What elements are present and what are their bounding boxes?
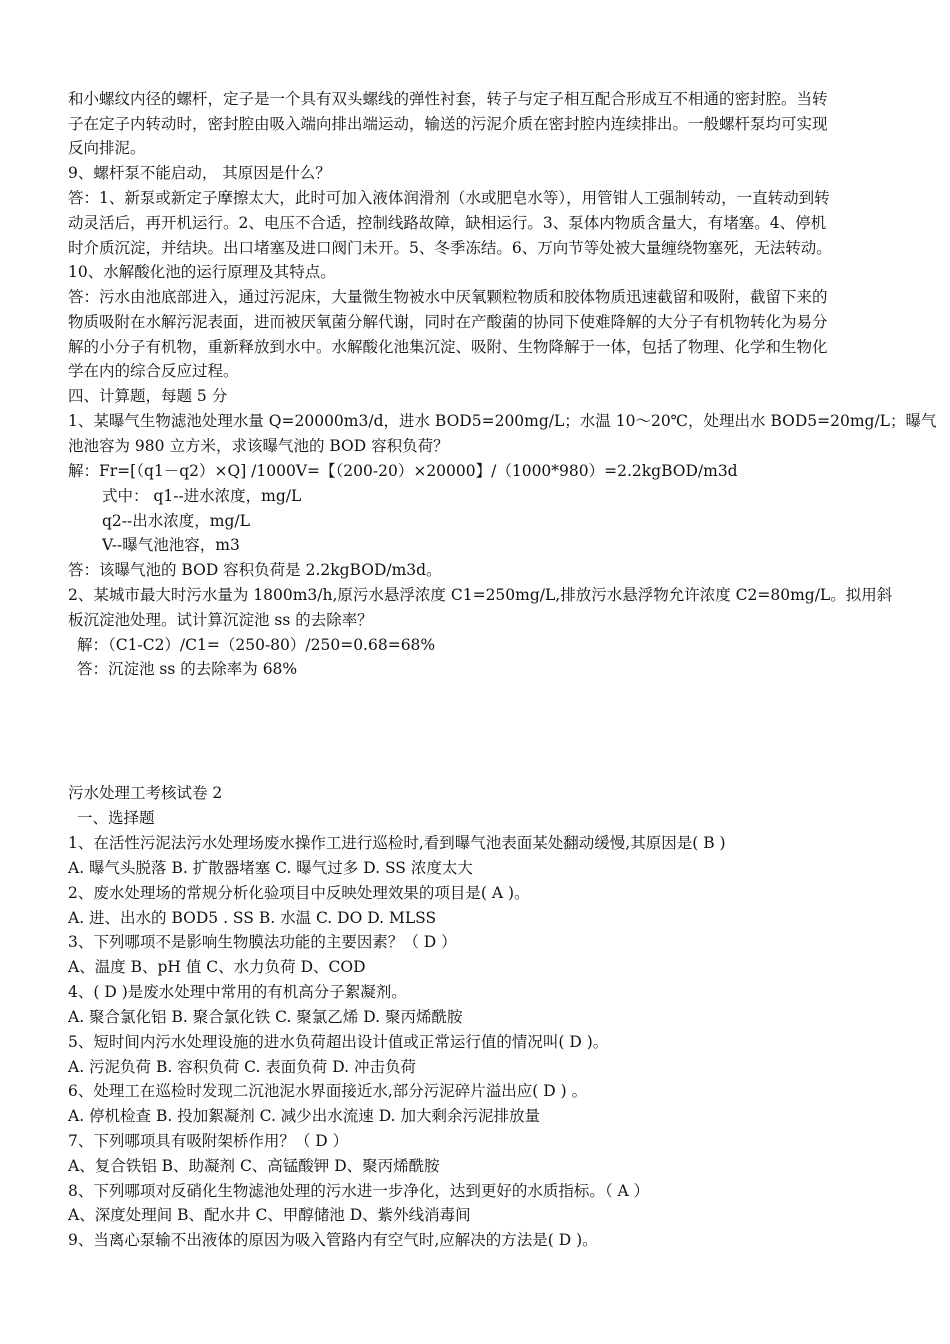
text-line: 物质吸附在水解污泥表面，进而被厌氧菌分解代谢，同时在产酸菌的协同下使难降解的大分子有机物转化为易分 — [68, 313, 828, 331]
answer-text: 答：该曝气池的 BOD 容积负荷是 2.2kgBOD/m3d。 — [68, 561, 442, 579]
question-text: 6、处理工在巡检时发现二沉池泥水界面接近水,部分污泥碎片溢出应( D ) 。 — [68, 1082, 588, 1100]
question-text: 2、废水处理场的常规分析化验项目中反映处理效果的项目是( A )。 — [68, 884, 530, 902]
answer-options: A. 聚合氯化铝 B. 聚合氯化铁 C. 聚氯乙烯 D. 聚丙烯酰胺 — [68, 1008, 463, 1026]
solution-formula: 解：（C1-C2）/C1=（250-80）/250=0.68=68% — [77, 636, 436, 654]
text-line: 解的小分子有机物，重新释放到水中。水解酸化池集沉淀、吸附、生物降解于一体，包括了物理、化学和生物化 — [68, 338, 828, 356]
question-text: 3、下列哪项不是影响生物膜法功能的主要因素？（ D ） — [68, 933, 457, 951]
answer-options: A、深度处理间 B、配水井 C、甲醇储池 D、紫外线消毒间 — [68, 1206, 471, 1224]
answer-text: 答：沉淀池 ss 的去除率为 68% — [77, 660, 298, 678]
question-text: 2、某城市最大时污水量为 1800m3/h,原污水悬浮浓度 C1=250mg/L,排放污水悬浮物允许浓度 C2=80mg/L。拟用斜 — [68, 586, 893, 604]
answer-options: A. 进、出水的 BOD5 . SS B. 水温 C. DO D. MLSS — [68, 909, 437, 927]
text-line: 动灵活后，再开机运行。2、电压不合适，控制线路故障，缺相运行。3、泵体内物质含量大，有堵塞。4、停机 — [68, 214, 827, 232]
formula-legend: 式中： q1--进水浓度，mg/L — [102, 487, 302, 505]
text-line: 子在定子内转动时，密封腔由吸入端向排出端运动，输送的污泥介质在密封腔内连续排出。一般螺杆泵均可实现 — [68, 115, 828, 133]
answer-options: A、复合铁铝 B、助凝剂 C、高锰酸钾 D、聚丙烯酰胺 — [68, 1157, 440, 1175]
solution-formula: 解：Fr=[（q1－q2）×Q] /1000V=【（200-20）×20000】/（1000*980）=2.2kgBOD/m3d — [68, 462, 738, 480]
question-heading: 10、水解酸化池的运行原理及其特点。 — [68, 263, 336, 281]
text-line: 池池容为 980 立方米，求该曝气池的 BOD 容积负荷？ — [68, 437, 449, 455]
answer-options: A. 曝气头脱落 B. 扩散器堵塞 C. 曝气过多 D. SS 浓度太大 — [68, 859, 473, 877]
question-text: 8、下列哪项对反硝化生物滤池处理的污水进一步净化，达到更好的水质指标。（ A ） — [68, 1182, 650, 1200]
text-line: 板沉淀池处理。试计算沉淀池 ss 的去除率？ — [68, 611, 373, 629]
question-text: 4、( D )是废水处理中常用的有机高分子絮凝剂。 — [68, 983, 407, 1001]
question-text: 7、下列哪项具有吸附架桥作用？（ D ） — [68, 1132, 349, 1150]
answer-options: A. 污泥负荷 B. 容积负荷 C. 表面负荷 D. 冲击负荷 — [68, 1058, 416, 1076]
question-text: 5、短时间内污水处理设施的进水负荷超出设计值或正常运行值的情况叫( D )。 — [68, 1033, 609, 1051]
formula-legend: V--曝气池池容，m3 — [102, 536, 240, 554]
question-heading: 9、螺杆泵不能启动， 其原因是什么？ — [68, 164, 331, 182]
text-line: 和小螺纹内径的螺杆，定子是一个具有双头螺线的弹性衬套，转子与定子相互配合形成互不相通的密封腔。当转 — [68, 90, 828, 108]
exam-title: 污水处理工考核试卷 2 — [68, 784, 223, 802]
question-text: 1、某曝气生物滤池处理水量 Q=20000m3/d，进水 BOD5=200mg/L；水温 10～20℃，处理出水 BOD5=20mg/L；曝气 — [68, 412, 937, 430]
section-heading: 四、计算题，每题 5 分 — [68, 387, 228, 405]
answer-text: 答：污水由池底部进入，通过污泥床，大量微生物被水中厌氧颗粒物质和胶体物质迅速截留和吸附，截留下来的 — [68, 288, 828, 306]
formula-legend: q2--出水浓度，mg/L — [102, 512, 250, 530]
answer-text: 答：1、新泵或新定子摩擦太大，此时可加入液体润滑剂（水或肥皂水等），用管钳人工强制转动，一直转动到转 — [68, 189, 830, 207]
answer-options: A、温度 B、pH 值 C、水力负荷 D、COD — [68, 958, 366, 976]
section-heading: 一、选择题 — [77, 809, 155, 827]
text-line: 反向排泥。 — [68, 139, 146, 157]
text-line: 学在内的综合反应过程。 — [68, 362, 239, 380]
question-text: 9、当离心泵输不出液体的原因为吸入管路内有空气时,应解决的方法是( D )。 — [68, 1231, 598, 1249]
answer-options: A. 停机检查 B. 投加絮凝剂 C. 减少出水流速 D. 加大剩余污泥排放量 — [68, 1107, 540, 1125]
text-line: 时介质沉淀，并结块。出口堵塞及进口阀门未开。5、冬季冻结。6、万向节等处被大量缠绕物塞死，无法转动。 — [68, 239, 832, 257]
question-text: 1、在活性污泥法污水处理场废水操作工进行巡检时,看到曝气池表面某处翻动缓慢,其原因是( B ) — [68, 834, 726, 852]
